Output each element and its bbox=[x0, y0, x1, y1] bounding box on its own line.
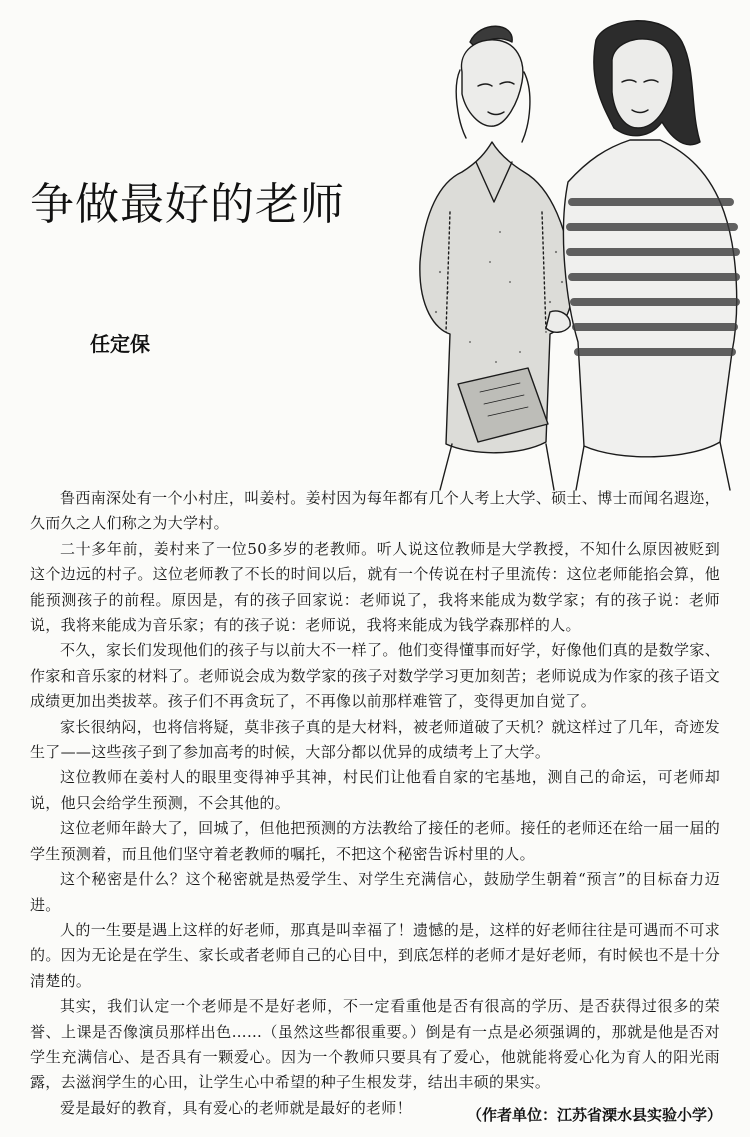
paragraph: 二十多年前，姜村来了一位50多岁的老教师。听人说这位教师是大学教授，不知什么原因被贬到这个边远的村子。这位老师教了不长的时间以后，就有一个传说在村子里流传：这位老师能掐会算，他能预测孩子的前程。原因是，有的孩子回家说：老师说了，我将来能成为数学家；有的孩子说：老师说，我将来能成为音乐家；有的孩子说：老师说，我将来能成为钱学森那样的人。 bbox=[30, 539, 720, 635]
paragraph: 这位老师年龄大了，回城了，但他把预测的方法教给了接任的老师。接任的老师还在给一届一届的学生预测着，而且他们坚守着老教师的嘱托，不把这个秘密告诉村里的人。 bbox=[30, 819, 720, 863]
paragraph: 爱是最好的教育，具有爱心的老师就是最好的老师！ bbox=[60, 1098, 412, 1117]
paragraph: 这个秘密是什么？这个秘密就是热爱学生、对学生充满信心，鼓励学生朝着“预言”的目标奋力迈进。 bbox=[30, 870, 720, 914]
paragraph: 鲁西南深处有一个小村庄，叫姜村。姜村因为每年都有几个人考上大学、硕士、博士而闻名遐迩，久而久之人们称之为大学村。 bbox=[30, 489, 720, 533]
two-women-illustration bbox=[400, 12, 745, 492]
author-name: 任定保 bbox=[90, 332, 150, 356]
paragraph: 其实，我们认定一个老师是不是好老师，不一定看重他是否有很高的学历、是否获得过很多的荣誉、上课是否像演员那样出色……（虽然这些都很重要。）倒是有一点是必须强调的，那就是他是否对学生充满信心、是否具有一颗爱心。因为一个教师只要具有了爱心，他就能将爱心化为育人的阳光雨露，去滋润学生的心田，让学生心中希望的种子生根发芽，结出丰硕的果实。 bbox=[30, 997, 720, 1092]
article-body bbox=[30, 486, 720, 1121]
paragraph: 这位教师在姜村人的眼里变得神乎其神，村民们让他看自家的宅基地，测自己的命运，可老师却说，他只会给学生预测，不会其他的。 bbox=[30, 768, 720, 812]
author-affiliation: （作者单位：江苏省溧水县实验小学） bbox=[466, 1106, 722, 1124]
article-title: 争做最好的老师 bbox=[30, 179, 345, 230]
paragraph: 不久，家长们发现他们的孩子与以前大不一样了。他们变得懂事而好学，好像他们真的是数学家、作家和音乐家的材料了。老师说会成为数学家的孩子对数学学习更加刻苦；老师说成为作家的孩子语文成绩更加出类拔萃。孩子们不再贪玩了，不再像以前那样难管了，变得更加自觉了。 bbox=[30, 641, 720, 711]
paragraph: 家长很纳闷，也将信将疑，莫非孩子真的是大材料，被老师道破了天机？就这样过了几年，奇迹发生了——这些孩子到了参加高考的时候，大部分都以优异的成绩考上了大学。 bbox=[30, 717, 720, 762]
paragraph: 人的一生要是遇上这样的好老师，那真是叫幸福了！遗憾的是，这样的好老师往往是可遇而不可求的。因为无论是在学生、家长或者老师自己的心目中，到底怎样的老师才是好老师，有时候也不是十分清楚的。 bbox=[30, 920, 720, 990]
